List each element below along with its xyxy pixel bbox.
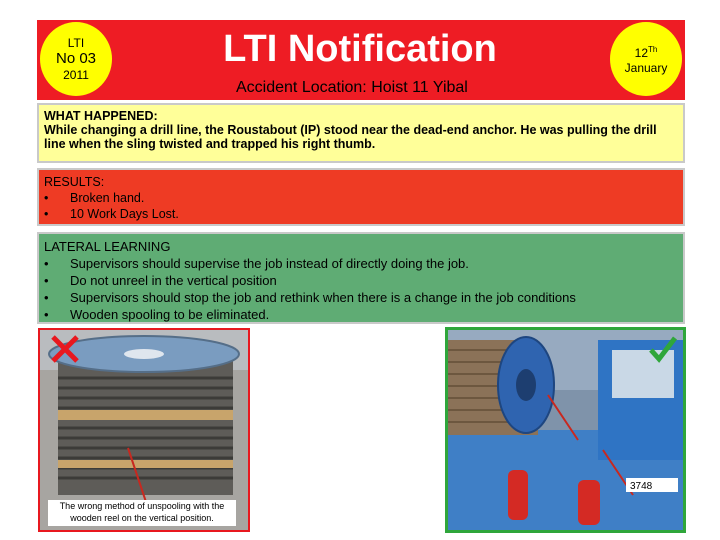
bullet-icon: • [44,307,49,322]
list-item [44,272,678,289]
badge-number: No 03 [55,49,97,67]
bullet-icon: • [44,290,49,305]
list-item [44,190,678,206]
list-item [44,289,678,306]
badge-label: LTI [67,35,85,50]
date-day-line [635,42,658,61]
date-badge [610,22,682,96]
what-happened-heading: WHAT HAPPENED: [44,109,158,123]
date-day: 12 [634,46,648,60]
accident-location: Accident Location: Hoist 11 Yibal [236,79,468,96]
list-item [44,255,678,272]
cross-mark-icon [50,334,80,364]
lateral-item: Supervisors should stop the job and rethink when there is a change in the job conditions [70,290,576,305]
bullet-icon: • [44,191,49,205]
what-happened-text: While changing a drill line, the Roustabout (IP) stood near the dead-end anchor. He was pulling the drill line when the sling twisted and trapped his right thumb. [44,123,657,151]
truck-plate: 3748 [630,481,653,492]
results-item: Broken hand. [70,191,145,205]
date-month: January [624,61,668,75]
list-item [44,306,678,323]
list-item [44,206,678,222]
check-mark-icon [648,334,678,364]
wrong-method-photo [38,328,250,532]
date-suffix: Th [648,45,658,54]
badge-year: 2011 [63,67,89,82]
lateral-item: Supervisors should supervise the job instead of directly doing the job. [70,256,469,271]
correct-method-photo [445,327,686,533]
bullet-icon: • [44,256,49,271]
lateral-learning-heading: LATERAL LEARNING [44,239,171,254]
photo-caption: The wrong method of unspooling with the wooden reel on the vertical position. [48,500,236,526]
results-item: 10 Work Days Lost. [70,207,179,221]
bullet-icon: • [44,207,49,221]
page-title: LTI Notification [223,28,497,70]
lti-number-badge [40,22,112,96]
bullet-icon: • [44,273,49,288]
lateral-item: Wooden spooling to be eliminated. [70,307,270,322]
results-box [37,168,685,226]
lateral-item: Do not unreel in the vertical position [70,273,277,288]
what-happened-box [37,103,685,163]
results-heading: RESULTS: [44,175,105,189]
lateral-learning-box [37,232,685,324]
